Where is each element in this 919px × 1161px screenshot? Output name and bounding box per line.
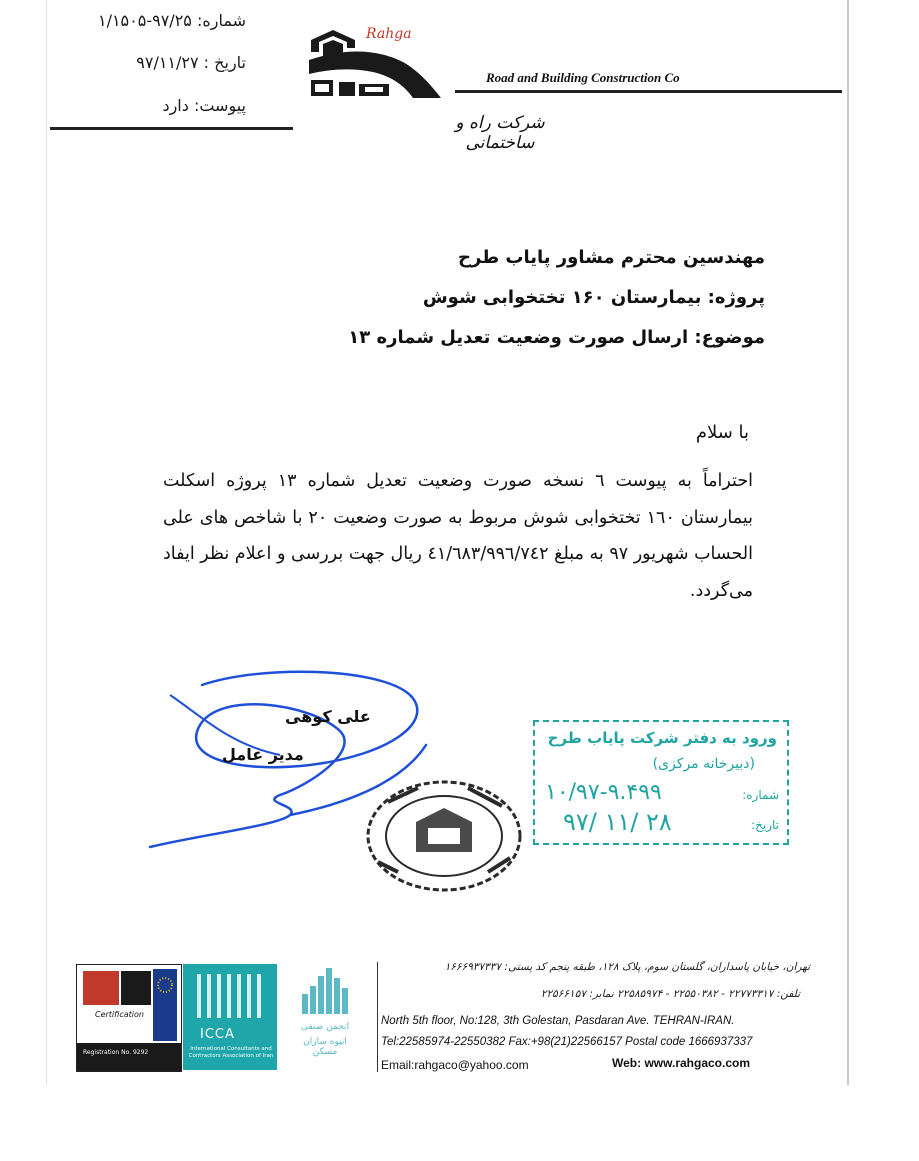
footer-divider xyxy=(377,962,378,1072)
letter-body: احتراماً به پیوست ٦ نسخه صورت وضعیت تعدیل شماره ۱۳ پروژه اسکلت بیمارستان ۱٦۰ تختخوابی شوش مربوط به صورت وضعیت ۲۰ با شاخص های علی الحساب شهریور ۹۷ به مبلغ ٤۱/٦۸۳/۹۹٦/۷٤۲ ریال جهت بررسی و اعلام نظر ایفاد می‌گردد. xyxy=(163,471,753,601)
icca-label: ICCA xyxy=(200,1027,235,1042)
signer-title: مدیر عامل xyxy=(222,745,304,764)
letter-subject: موضوع: ارسال صورت وضعیت تعدیل شماره ۱۳ xyxy=(348,327,765,348)
stamp-subtitle: (دبیرخانه مرکزی) xyxy=(652,756,755,772)
stamp-title: ورود به دفتر شرکت پایاب طرح xyxy=(547,729,777,747)
icca-columns-icon xyxy=(183,964,277,1024)
association-name-line1: انجمن صنفی xyxy=(300,1022,350,1032)
page-edge-left xyxy=(46,0,47,1085)
header-rule-right xyxy=(455,90,842,93)
letter-number: شماره: ۹۷/۲۵-۱/۱۵۰۵ xyxy=(97,11,246,30)
stamp-number-label: شماره: xyxy=(742,788,779,802)
registration-label: Registration No. 9292 xyxy=(83,1049,149,1056)
letter-attachment: پیوست: دارد xyxy=(162,96,246,115)
company-name-en: Road and Building Construction Co xyxy=(486,70,680,85)
logo-brand-text: Rahga xyxy=(366,26,412,42)
receipt-stamp xyxy=(533,720,789,845)
footer-address-en: North 5th floor, No:128, 3th Golestan, Pasdaran Ave. TEHRAN-IRAN. xyxy=(381,1015,735,1027)
footer-phones-fa: تلفن: ۲۲۷۷۳۳۱۷ - ۲۲۵۵۰۳۸۲ - ۲۲۵۸۵۹۷۴ نمابر: ۲۲۵۶۶۱۵۷ xyxy=(540,988,800,1000)
stamp-date-value: ۹۷/ ۱۱/ ۲۸ xyxy=(563,808,672,836)
company-name-fa: شرکت راه و ساختمانی xyxy=(455,113,545,153)
footer-address-fa: تهران، خیابان پاسداران، گلستان سوم، پلاک ۱۲۸، طبقه پنجم کد پستی: ۱۶۶۶۹۳۷۳۳۷ xyxy=(444,961,810,973)
footer-website: Web: www.rahgaco.com xyxy=(612,1056,751,1070)
letter-greeting: با سلام xyxy=(695,422,749,443)
letter-project: پروژه: بیمارستان ۱۶۰ تختخوابی شوش xyxy=(422,287,765,308)
header-rule-left xyxy=(50,127,293,130)
stamp-number-value: ۱۰/۹۷-۹.۴۹۹ xyxy=(545,780,662,805)
association-name-line2: انبوه سازان مسکن xyxy=(303,1037,347,1057)
icca-subtitle: International Consultants and Contractors Association of Iran xyxy=(188,1046,274,1059)
housing-association-logo-icon xyxy=(298,964,354,1018)
footer-phones-en: Tel:22585974-22550382 Fax:+98(21)22566157 Postal code 1666937337 xyxy=(381,1036,753,1048)
certification-label: Certification xyxy=(95,1010,144,1019)
letter-recipient: مهندسین محترم مشاور پایاب طرح xyxy=(458,247,765,268)
letter-date: تاریخ : ۹۷/۱۱/۲۷ xyxy=(136,53,246,72)
footer-email: Email:rahgaco@yahoo.com xyxy=(381,1058,529,1072)
signer-name: علی کوهی xyxy=(285,707,371,726)
company-seal-icon xyxy=(358,772,530,894)
page-edge-right xyxy=(847,0,849,1085)
stamp-date-label: تاریخ: xyxy=(751,818,779,832)
